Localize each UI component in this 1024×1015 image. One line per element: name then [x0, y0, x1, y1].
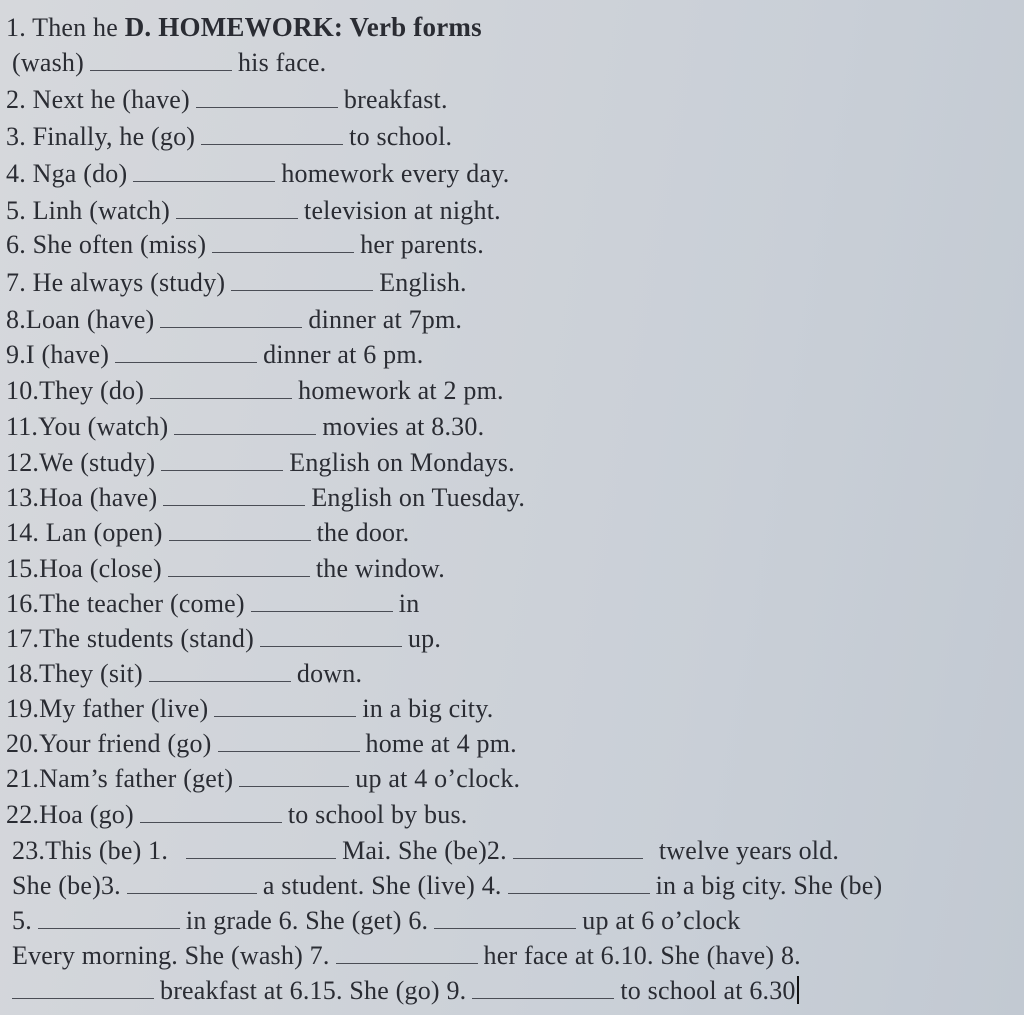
worksheet-line-10	[6, 340, 423, 370]
worksheet-line-13	[6, 448, 515, 478]
line-suffix: down.	[296, 659, 363, 688]
answer-blank[interactable]	[231, 268, 373, 291]
worksheet-line-18	[6, 624, 441, 654]
line-prefix: 9.I (have)	[6, 340, 110, 369]
answer-blank[interactable]	[176, 196, 298, 219]
paragraph-text: breakfast at 6.15. She (go) 9.	[160, 976, 467, 1005]
answer-blank[interactable]	[160, 305, 302, 328]
paragraph-line-4	[12, 941, 801, 971]
line-suffix: television at night.	[304, 196, 501, 225]
worksheet-line-8	[6, 268, 467, 298]
answer-blank[interactable]	[508, 871, 650, 894]
worksheet-line-19	[6, 659, 362, 689]
answer-blank[interactable]	[150, 376, 292, 399]
line-prefix: 22.Hoa (go)	[6, 800, 134, 829]
line-prefix: 21.Nam’s father (get)	[6, 764, 234, 793]
paragraph-text: Every morning. She (wash) 7.	[12, 941, 330, 970]
paragraph-line-5	[12, 976, 799, 1006]
worksheet-title: D. HOMEWORK: Verb forms	[124, 12, 482, 42]
answer-blank[interactable]	[169, 518, 311, 541]
worksheet-line-22	[6, 764, 520, 794]
paragraph-line-2	[12, 871, 882, 901]
answer-blank[interactable]	[115, 340, 257, 363]
line-suffix: home at 4 pm.	[365, 729, 517, 758]
paragraph-text: a student. She (live) 4.	[262, 871, 502, 900]
answer-blank[interactable]	[201, 122, 343, 145]
line-suffix: the door.	[316, 518, 410, 547]
line-prefix: 2. Next he (have)	[6, 85, 190, 114]
line-suffix: in a big city.	[362, 694, 494, 723]
answer-blank[interactable]	[218, 729, 360, 752]
answer-blank[interactable]	[174, 412, 316, 435]
answer-blank[interactable]	[239, 764, 349, 787]
worksheet-line-5	[6, 159, 509, 189]
paragraph-text: to school at 6.30	[620, 976, 796, 1005]
line-suffix: English.	[379, 268, 467, 297]
worksheet-line-21	[6, 729, 517, 759]
line-suffix: English on Tuesday.	[311, 483, 526, 512]
line-prefix: 18.They (sit)	[6, 659, 143, 688]
answer-blank[interactable]	[336, 941, 478, 964]
answer-blank[interactable]	[212, 230, 354, 253]
line-prefix: (wash)	[12, 48, 84, 77]
line-prefix: 14. Lan (open)	[6, 518, 163, 547]
worksheet-line-23	[6, 800, 467, 830]
worksheet-line-14	[6, 483, 525, 513]
line-prefix: 15.Hoa (close)	[6, 554, 162, 583]
paragraph-text: in grade 6. She (get) 6.	[185, 906, 429, 935]
line-suffix: movies at 8.30.	[322, 412, 485, 441]
answer-blank[interactable]	[149, 659, 291, 682]
worksheet-line-17	[6, 589, 419, 619]
paragraph-line-3	[12, 906, 740, 936]
answer-blank[interactable]	[133, 159, 275, 182]
answer-blank[interactable]	[186, 836, 336, 859]
line-suffix: dinner at 6 pm.	[263, 340, 424, 369]
answer-blank[interactable]	[214, 694, 356, 717]
line-prefix: 12.We (study)	[6, 448, 156, 477]
answer-blank[interactable]	[127, 871, 257, 894]
worksheet-line-7	[6, 230, 484, 260]
paragraph-text: up at 6 o’clock	[582, 906, 741, 935]
worksheet-line-15	[6, 518, 409, 548]
answer-blank[interactable]	[434, 906, 576, 929]
line-prefix: 20.Your friend (go)	[6, 729, 212, 758]
line-suffix: dinner at 7pm.	[308, 305, 463, 334]
line-prefix: 16.The teacher (come)	[6, 589, 245, 618]
paragraph-text: 23.This (be) 1.	[12, 836, 169, 865]
worksheet-line-12	[6, 412, 484, 442]
line-suffix: his face.	[237, 48, 327, 77]
line-prefix: 17.The students (stand)	[6, 624, 254, 653]
line-prefix: 10.They (do)	[6, 376, 145, 405]
answer-blank[interactable]	[251, 589, 393, 612]
line-suffix: up at 4 o’clock.	[355, 764, 521, 793]
line-suffix: in	[398, 589, 420, 618]
worksheet-line-2	[12, 48, 326, 78]
paragraph-text: in a big city. She (be)	[655, 871, 883, 900]
paragraph-line-1	[12, 836, 839, 866]
paragraph-text: twelve years old.	[658, 836, 840, 865]
worksheet-line-16	[6, 554, 445, 584]
line-suffix: English on Mondays.	[289, 448, 515, 477]
line-suffix: the window.	[315, 554, 445, 583]
answer-blank[interactable]	[513, 836, 643, 859]
line-prefix: 1. Then he	[6, 13, 125, 42]
answer-blank[interactable]	[163, 483, 305, 506]
paragraph-text: 5.	[12, 906, 32, 935]
answer-blank[interactable]	[196, 85, 338, 108]
line-prefix: 6. She often (miss)	[6, 230, 207, 259]
worksheet-line-6	[6, 196, 501, 226]
answer-blank[interactable]	[260, 624, 402, 647]
worksheet-line-20	[6, 694, 493, 724]
answer-blank[interactable]	[38, 906, 180, 929]
line-prefix: 7. He always (study)	[6, 268, 226, 297]
line-suffix: her parents.	[360, 230, 484, 259]
line-suffix: homework every day.	[281, 159, 510, 188]
line-prefix: 4. Nga (do)	[6, 159, 128, 188]
answer-blank[interactable]	[472, 976, 614, 999]
line-suffix: homework at 2 pm.	[298, 376, 504, 405]
line-prefix: 11.You (watch)	[6, 412, 169, 441]
line-prefix: 13.Hoa (have)	[6, 483, 158, 512]
worksheet-line-3	[6, 85, 448, 115]
line-suffix: up.	[407, 624, 442, 653]
paragraph-text: her face at 6.10. She (have) 8.	[483, 941, 801, 970]
paragraph-text: She (be)3.	[12, 871, 121, 900]
answer-blank[interactable]	[168, 554, 310, 577]
line-prefix: 5. Linh (watch)	[6, 196, 171, 225]
line-prefix: 3. Finally, he (go)	[6, 122, 196, 151]
text-cursor	[797, 976, 799, 1004]
answer-blank[interactable]	[140, 800, 282, 823]
line-suffix: to school by bus.	[287, 800, 468, 829]
worksheet-line-1	[6, 12, 482, 43]
worksheet-line-4	[6, 122, 452, 152]
answer-blank[interactable]	[12, 976, 154, 999]
answer-blank[interactable]	[90, 48, 232, 71]
worksheet-line-9	[6, 305, 462, 335]
line-suffix: to school.	[349, 122, 453, 151]
line-prefix: 8.Loan (have)	[6, 305, 155, 334]
line-suffix: breakfast.	[343, 85, 448, 114]
paragraph-text: Mai. She (be)2.	[342, 836, 507, 865]
line-prefix: 19.My father (live)	[6, 694, 209, 723]
worksheet-line-11	[6, 376, 504, 406]
answer-blank[interactable]	[161, 448, 283, 471]
